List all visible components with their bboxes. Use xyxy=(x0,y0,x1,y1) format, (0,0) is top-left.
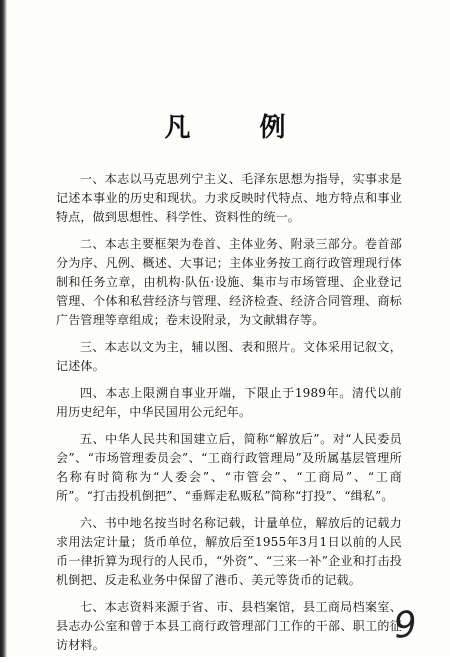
paragraph-3: 三、本志以文为主，辅以图、表和照片。文体采用记叙文，记述体。 xyxy=(56,340,402,373)
binding-edge xyxy=(0,0,7,657)
paragraph-1: 一、本志以马克思列宁主义、毛泽东思想为指导，实事求是记述本事业的历史和现状。力求反映时代特点、地方特点和事业特点，做到思想性、科学性、资料性的统一。 xyxy=(56,172,402,224)
page-title: 凡 例 xyxy=(164,113,316,143)
paragraph-6: 六、书中地名按当时名称记载，计量单位，解放后的记载力求用法定计量；货币单位，解放后至1955年3月1日以前的人民币一律折算为现行的人民币，“外资”、“三来一补”企业和打击投机倒把、反走私业务中保留了港币、美元等货币的记载。 xyxy=(56,516,402,587)
paragraph-4: 四、本志上限溯自事业开端，下限止于1989年。清代以前用历史纪年，中华民国用公元纪年。 xyxy=(56,386,402,419)
paragraph-5: 五、中华人民共和国建立后，简称“解放后”。对“人民委员会”、“市场管理委员会”、“工商行政管理局”及所属基层管理所名称有时简称为“人委会”、“市管会”、“工商局”、“工商所”。“打击投机倒把”、“垂辉走私贩私”简称“打投”、“缉私”。 xyxy=(56,432,402,503)
paragraph-7: 七、本志资料来源于省、市、县档案馆，县工商局档案室、县志办公室和曾于本县工商行政管理部门工作的干部、职工的征访材料。 xyxy=(56,600,402,652)
page-number: 9 xyxy=(392,604,419,647)
body-text xyxy=(56,170,402,663)
paragraph-2: 二、本志主要框架为卷首、主体业务、附录三部分。卷首部分为序、凡例、概述、大事记；主体业务按工商行政管理现行体制和任务立章，由机构·队伍·设施、集市与市场管理、企业登记管理、个体和私营经济与管理、经济检查、经济合同管理、商标广告管理等章组成；卷末设附录，为文献辑存等。 xyxy=(56,237,402,327)
